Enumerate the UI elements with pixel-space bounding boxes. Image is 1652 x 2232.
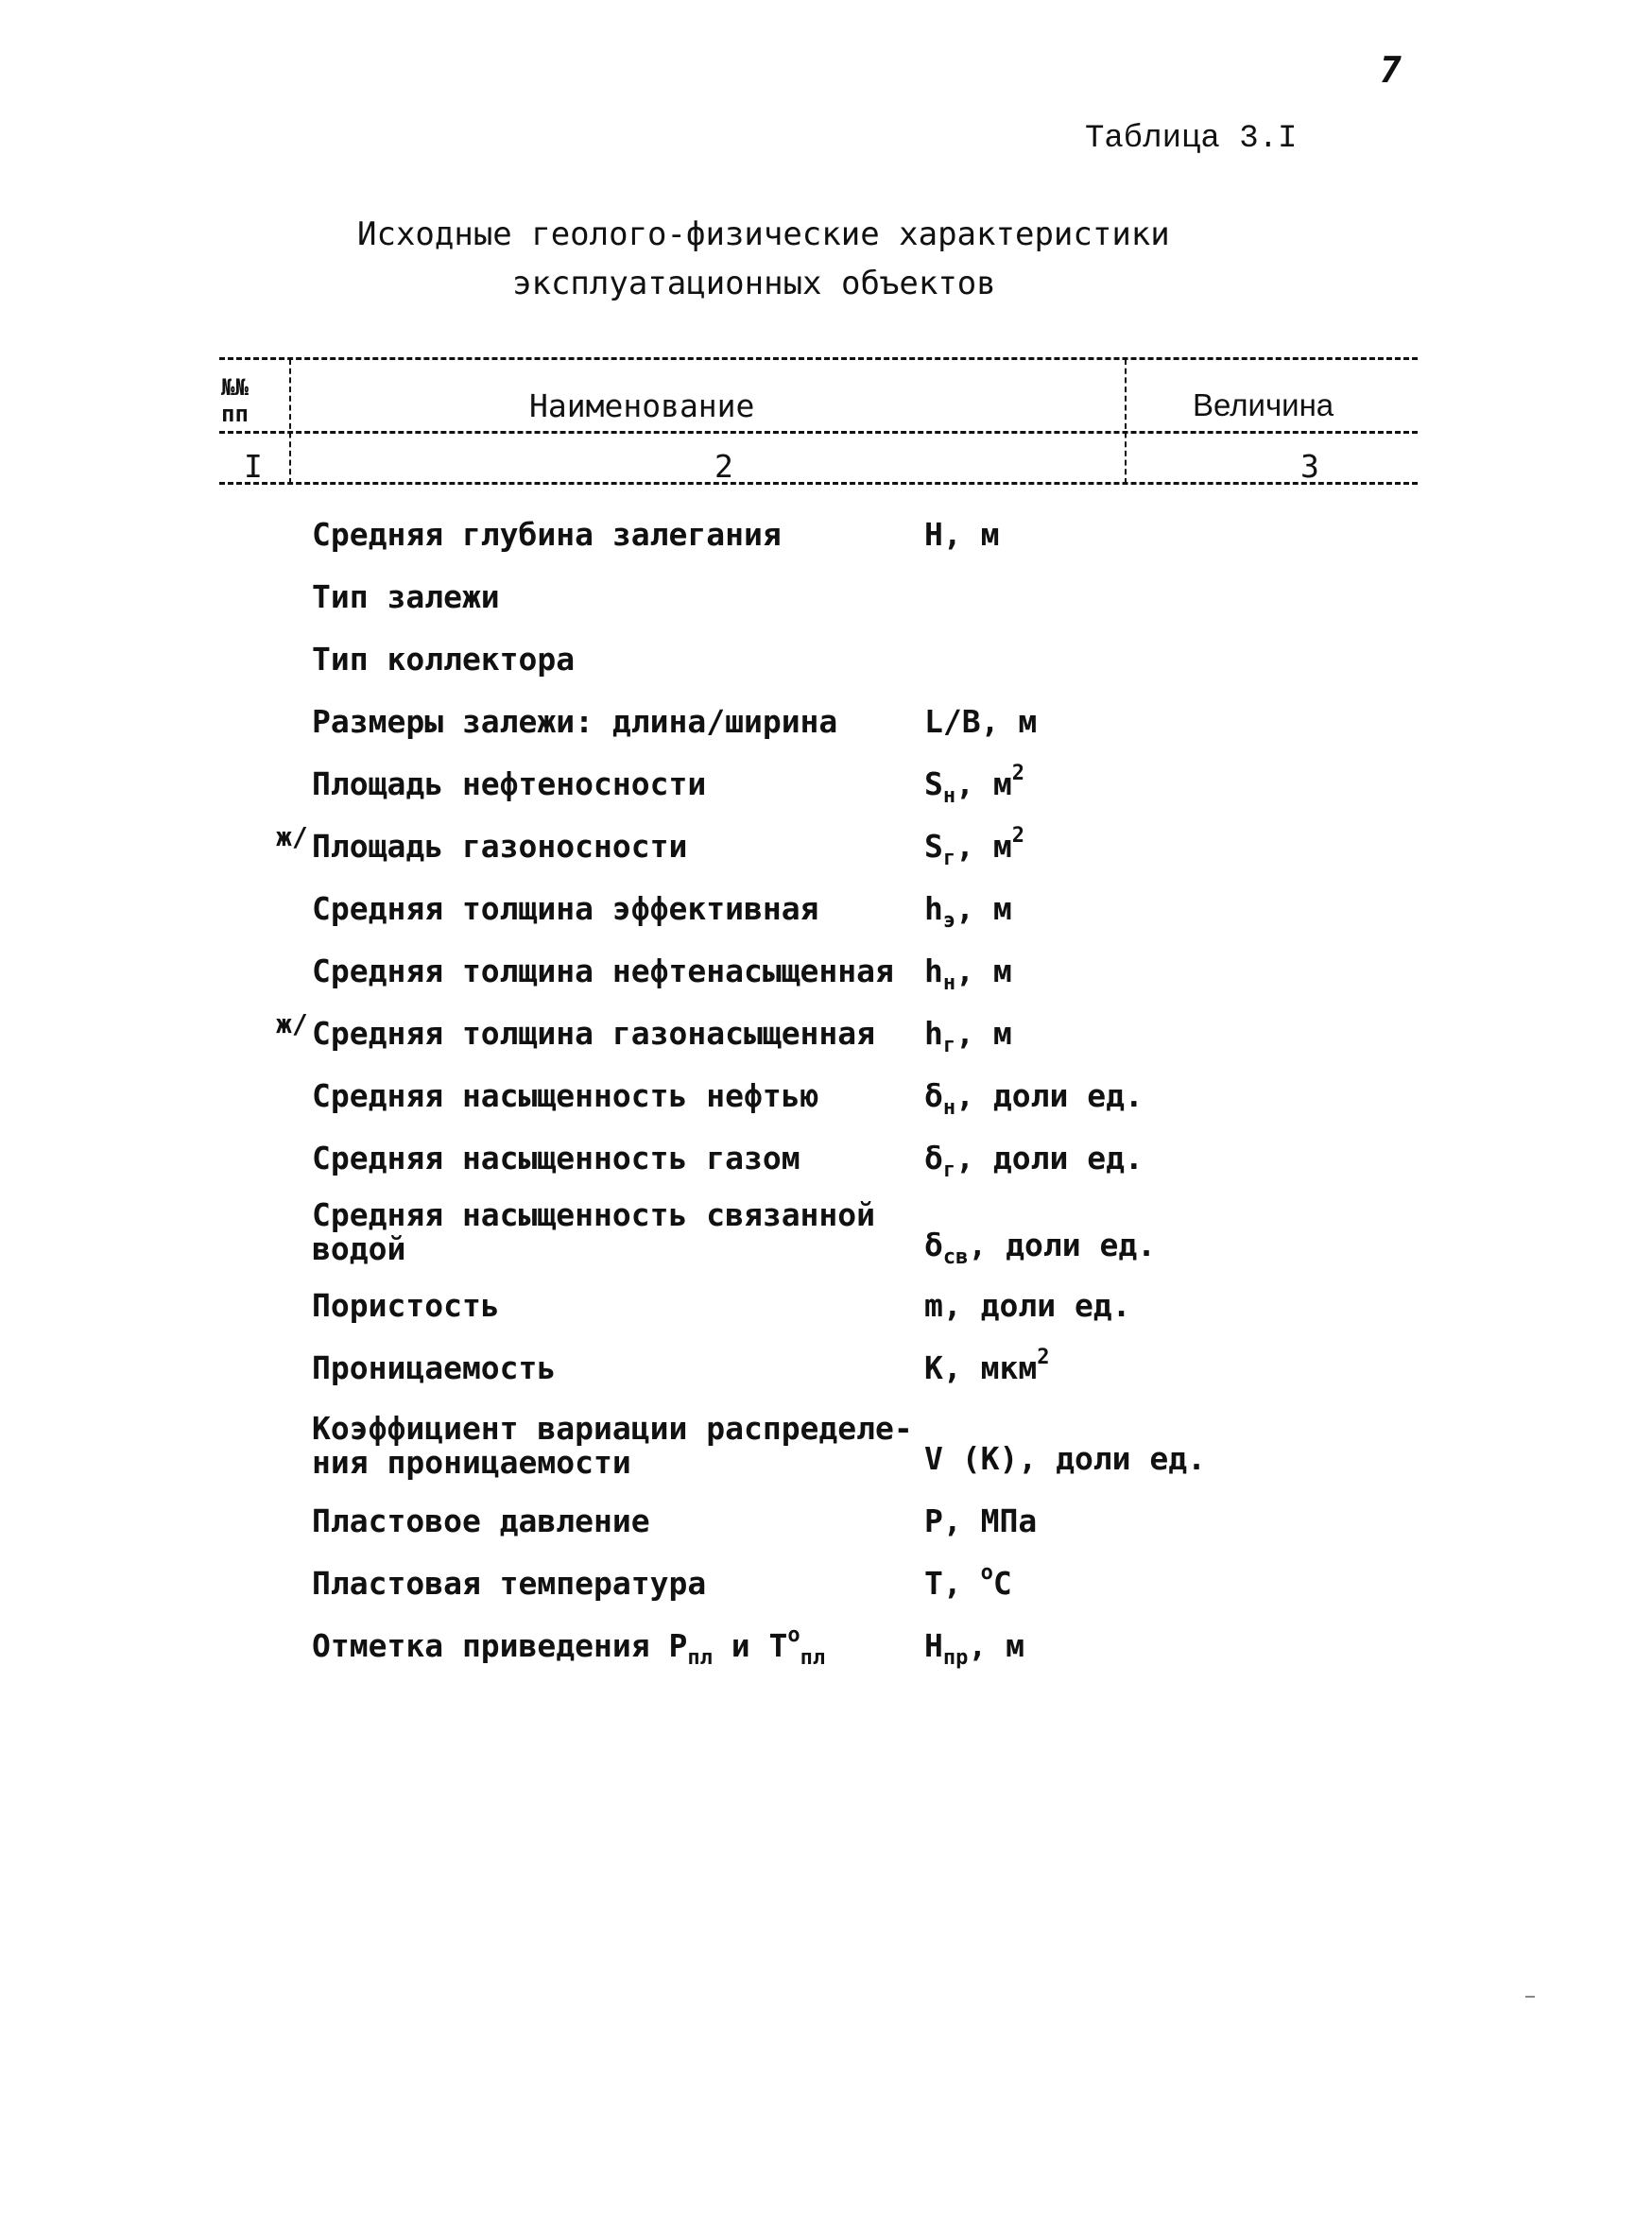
parameter-symbol [924,824,1024,870]
symbol-text: K, мкм [924,1349,1038,1386]
parameter-name-text: Средняя насыщенность нефтью [312,1077,819,1114]
header-divider-2 [1125,359,1127,484]
parameter-name-text: Размеры залежи: длина/ширина [312,703,838,740]
parameter-name [312,767,706,801]
symbol-text: V (K), доли ед. [924,1440,1207,1477]
parameter-symbol [924,1442,1206,1476]
symbol-text: δ [924,1140,943,1176]
parameter-name-text: Средняя насыщенность газом [312,1140,800,1176]
symbol-text: L/B, м [924,703,1038,740]
parameter-name-text: Тип коллектора [312,641,576,678]
parameter-symbol [924,705,1037,739]
parameter-name-text: Средняя толщина эффективная [312,890,819,927]
column-number-2: 2 [714,448,733,485]
parameter-symbol [924,1227,1157,1269]
symbol-subscript: г [942,847,956,870]
parameter-name [312,1623,826,1670]
header-value-label: Величина [1193,387,1334,422]
column-number-3: 3 [1300,448,1319,485]
parameter-symbol [924,1561,1012,1602]
parameter-symbol [924,1627,1024,1670]
parameter-name-text: Отметка приведения P [312,1627,688,1664]
symbol-text: S [924,828,943,865]
symbol-unit: , доли ед. [955,1077,1144,1114]
symbol-unit: C [992,1565,1012,1602]
parameter-name [312,892,818,926]
symbol-superscript: o [980,1561,993,1585]
parameter-name [312,1079,818,1113]
table-label: Таблица 3.I [1085,121,1298,157]
symbol-subscript: н [942,971,956,995]
parameter-name-text: Средняя насыщенность связанной водой [312,1196,876,1267]
symbol-superscript: 2 [1011,762,1024,785]
parameter-name-text: Средняя глубина залегания [312,516,782,553]
parameter-name [312,1504,650,1538]
symbol-text: δ [924,1227,943,1263]
symbol-unit: , м [955,828,1012,865]
header-top-rule [219,357,1418,360]
parameter-name-text: Пластовое давление [312,1502,650,1539]
parameter-symbol [924,1346,1050,1386]
symbol-unit: , м [968,1627,1024,1664]
symbol-text: T, [924,1565,981,1602]
parameter-symbol [924,762,1024,808]
symbol-unit: , м [955,953,1012,989]
parameter-name [312,1351,556,1385]
parameter-name [312,580,500,614]
parameter-name-text: Коэффициент вариации распределе- ния проницаемости [312,1410,913,1481]
parameter-name [312,1198,875,1266]
symbol-text: h [924,890,943,927]
symbol-unit: , доли ед. [955,1140,1144,1176]
parameter-name-text: Пластовая температура [312,1565,707,1602]
symbol-text: H, м [924,516,1000,553]
header-divider-1 [289,359,291,484]
parameter-name [312,830,687,864]
symbol-subscript: н [942,784,956,808]
page-number: 7 [1380,49,1402,91]
parameter-name-subscript-2: пл [800,1646,826,1670]
symbol-subscript: г [942,1034,956,1057]
parameter-name-text: Тип залежи [312,578,500,615]
footnote-marker: ж/ [276,821,308,852]
symbol-text: m, доли ед. [924,1287,1131,1324]
table-title-line-1: Исходные геолого-физические характеристики [357,215,1170,253]
parameter-name-text: Площадь газоносности [312,828,688,865]
parameter-name-text: Проницаемость [312,1349,557,1386]
parameter-name-text: Площадь нефтеносности [312,765,707,802]
parameter-name [312,1142,800,1176]
symbol-subscript: св [942,1245,969,1269]
footnote-marker: ж/ [276,1008,308,1039]
parameter-symbol [924,1077,1144,1120]
symbol-subscript: э [942,909,956,933]
symbol-text: h [924,1015,943,1052]
parameter-name [312,705,837,739]
symbol-unit: , м [955,765,1012,802]
parameter-symbol [924,953,1012,995]
parameter-symbol [924,1289,1131,1323]
symbol-subscript: г [942,1159,956,1182]
parameter-name [312,1412,913,1480]
symbol-unit: , м [955,890,1012,927]
symbol-subscript: н [942,1096,956,1120]
parameter-name-superscript: o [787,1623,800,1647]
header-name-label: Наименование [529,387,755,424]
parameter-name [312,518,782,552]
column-number-1: I [244,448,263,485]
parameter-name [312,954,894,988]
parameter-name-text-2: и T [712,1627,788,1664]
symbol-text: H [924,1627,943,1664]
parameter-name [312,1289,500,1323]
parameter-symbol [924,1504,1037,1538]
parameter-symbol [924,518,999,552]
parameter-name-text: Средняя толщина нефтенасыщенная [312,953,894,989]
parameter-symbol [924,1140,1144,1182]
symbol-unit: , доли ед. [968,1227,1157,1263]
symbol-text: h [924,953,943,989]
symbol-text: P, МПа [924,1502,1038,1539]
scan-mark [1525,1996,1535,1998]
header-middle-rule [219,431,1418,434]
header-number-label: №№ пп [221,374,249,427]
parameter-name-text: Средняя толщина газонасыщенная [312,1015,876,1052]
parameter-symbol [924,890,1012,933]
parameter-symbol [924,1015,1012,1057]
parameter-name [312,1017,875,1051]
symbol-text: δ [924,1077,943,1114]
parameter-name [312,1567,706,1601]
symbol-subscript: пр [942,1646,969,1670]
symbol-text: S [924,765,943,802]
parameter-name [312,643,575,677]
parameter-name-subscript: пл [687,1646,713,1670]
symbol-unit: , м [955,1015,1012,1052]
parameter-name-text: Пористость [312,1287,500,1324]
table-title-line-2: эксплуатационных объектов [512,265,996,302]
symbol-superscript: 2 [1037,1346,1050,1369]
header-bottom-rule [219,482,1418,485]
symbol-superscript: 2 [1011,824,1024,848]
